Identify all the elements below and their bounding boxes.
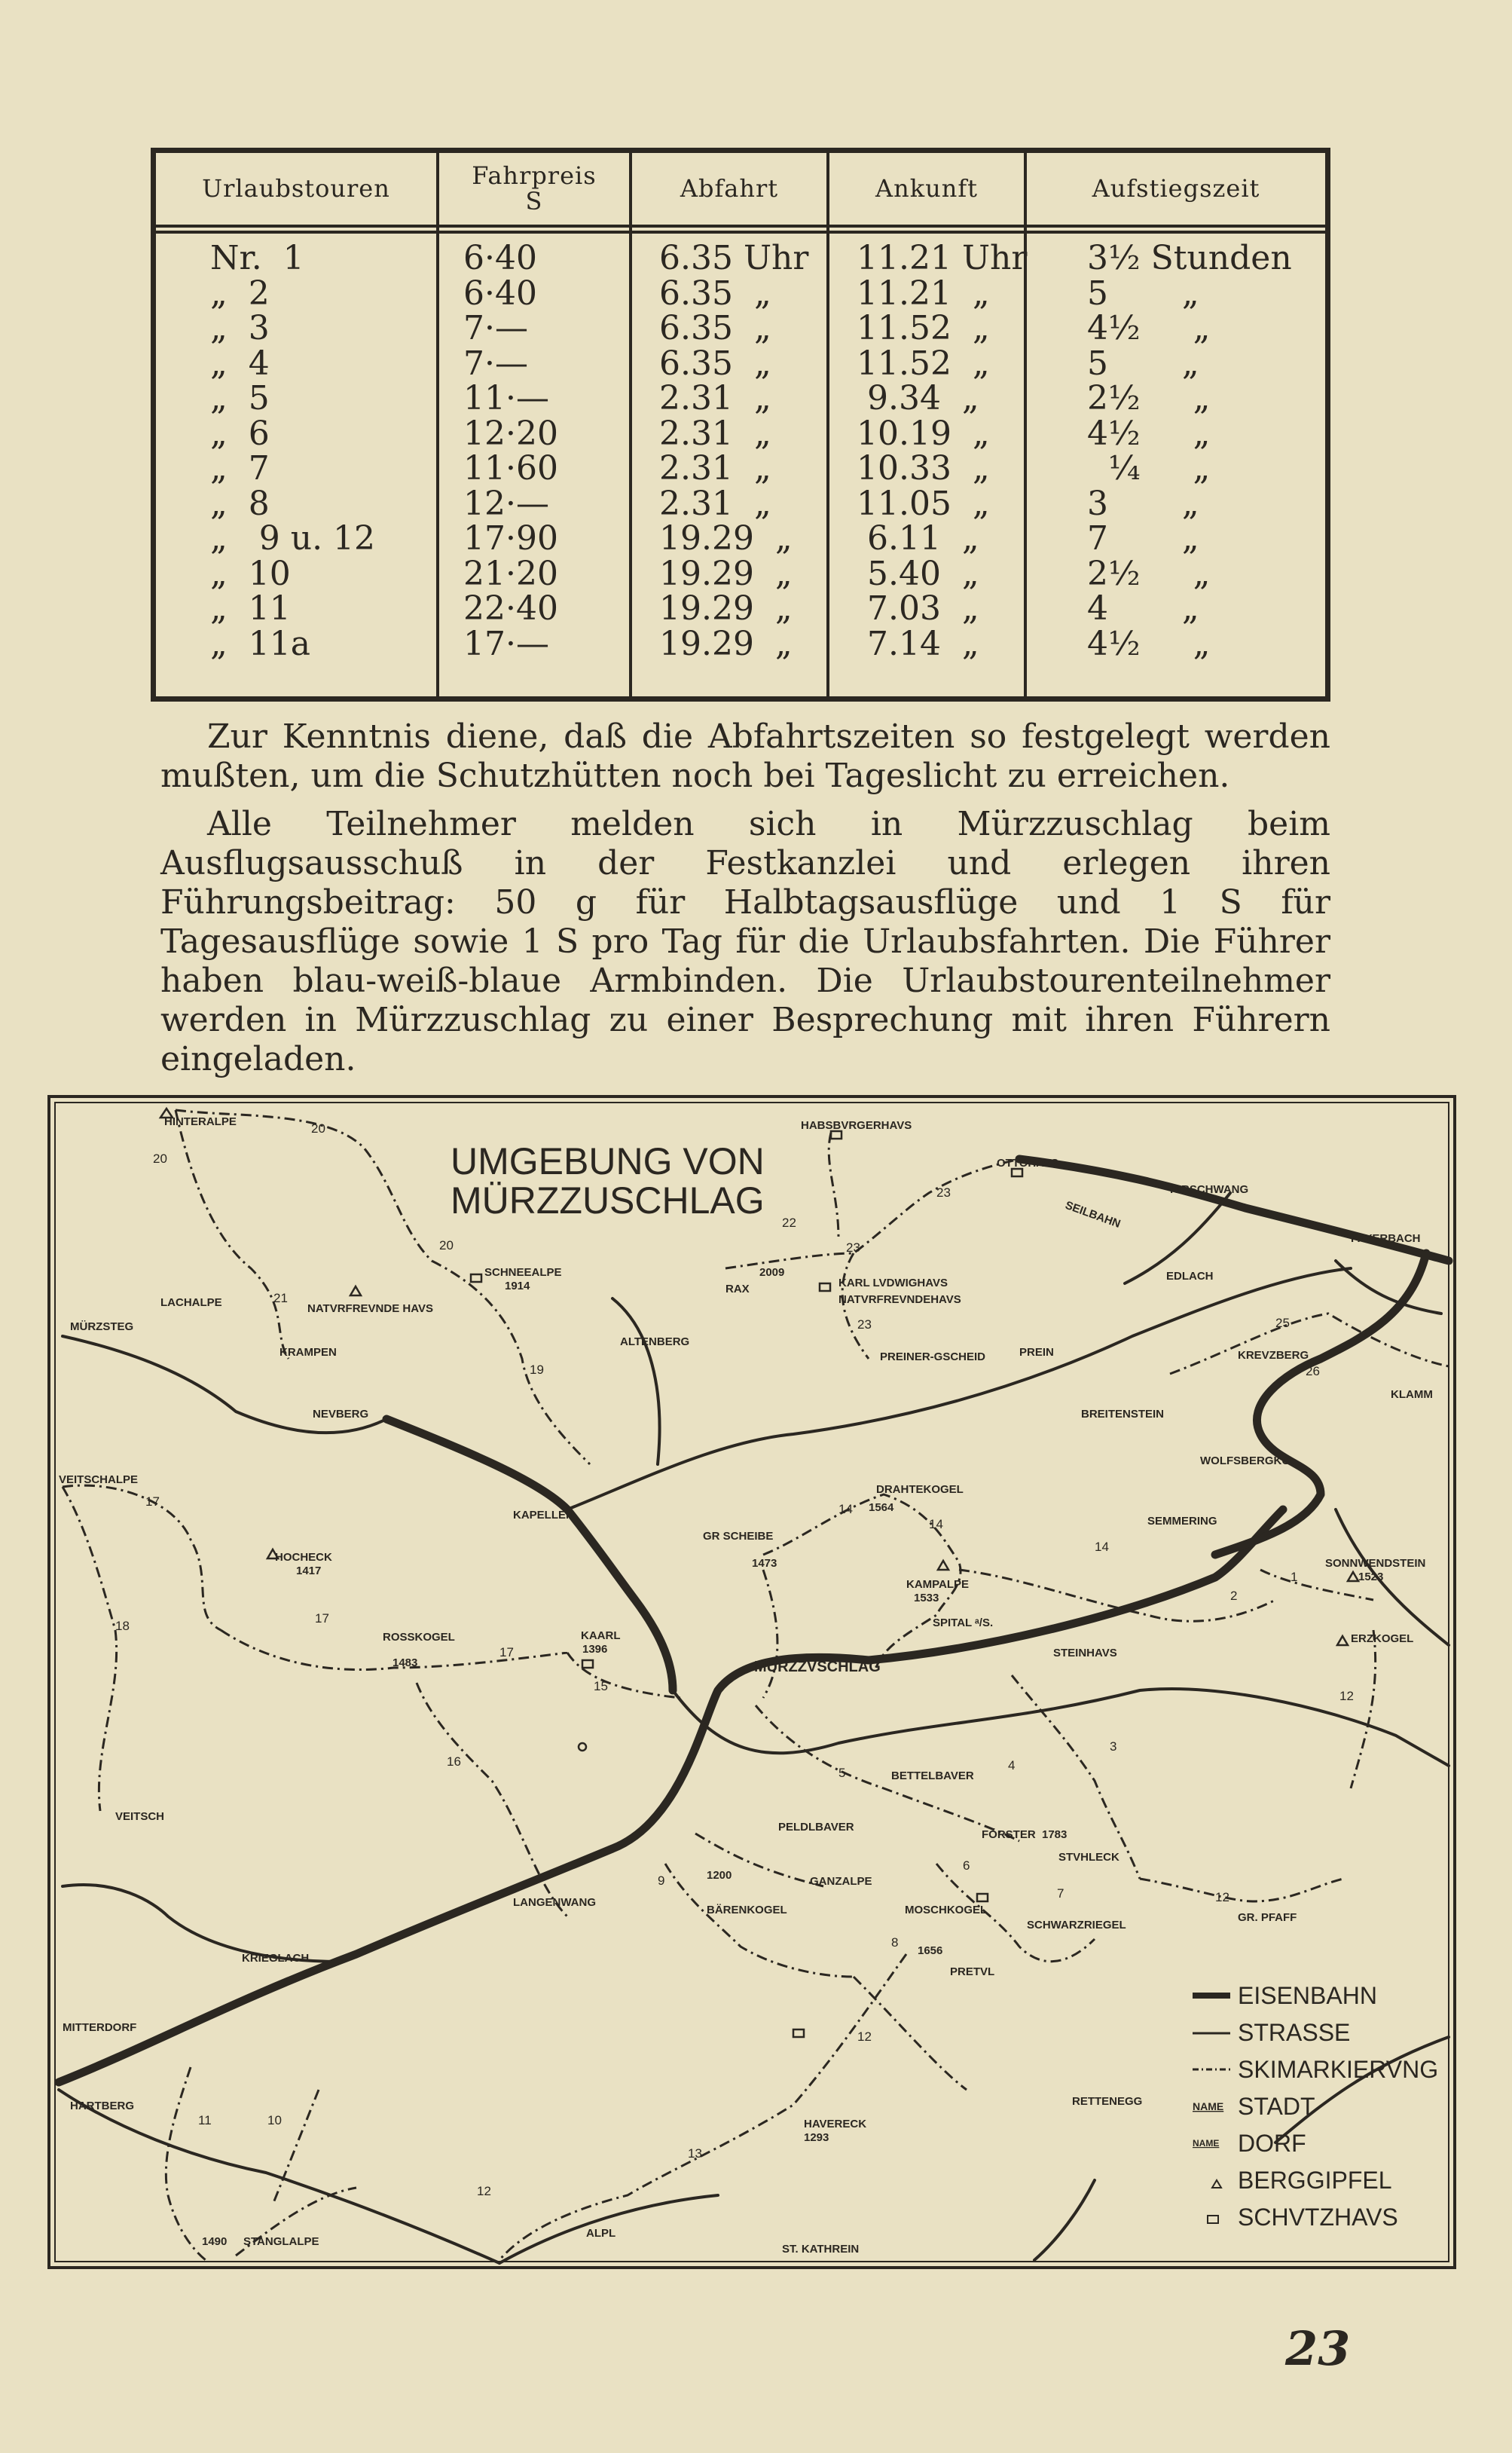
trail-number: 23 xyxy=(936,1185,951,1200)
trail-number: 16 xyxy=(447,1754,461,1769)
trail-number: 6 xyxy=(963,1858,970,1873)
table-cell-asc: 3 „ xyxy=(1087,484,1199,523)
railway-lines xyxy=(59,1159,1449,2082)
table-cell-nr: „ 8 xyxy=(210,484,270,523)
label-naturfreundehaus-rax: NATVRFREVNDEHAVS xyxy=(838,1293,961,1306)
hut-icon xyxy=(1012,1169,1022,1176)
trail-number: 14 xyxy=(838,1502,853,1516)
label-ganzalpe: GANZALPE xyxy=(810,1875,872,1888)
label-steinhaus: STEINHAVS xyxy=(1053,1647,1117,1659)
label-hocheck-height: 1417 xyxy=(296,1564,322,1577)
label-baerenkogel-height: 1200 xyxy=(707,1869,732,1882)
peak-icon xyxy=(938,1561,948,1570)
paragraph-registration: Alle Teilnehmer melden sich in Mürzzuschlag beim Ausflugsausschuß in der Festkanzlei und erlegen ihren Führungsbeitrag: 50 g für Halbtagsausflüge und 1 S für Tagesausflüge sowie 1 S pro Tag für die Urlaubsfahrten. Die Führer haben blau-weiß-blaue Armbinden. Die Urlaubstourenteilnehmer werden in Mürzzuschlag zu einer Besprechung mit ihren Führern eingeladen. xyxy=(160,805,1330,1078)
label-sonnwendstein: SONNWENDSTEIN xyxy=(1325,1557,1426,1570)
legend-hut-icon xyxy=(1208,2216,1218,2223)
table-cell-arr: 10.33 „ xyxy=(857,449,990,488)
trail-number: 14 xyxy=(1095,1540,1109,1554)
column-divider xyxy=(629,153,632,696)
label-pretul: PRETVL xyxy=(950,1965,995,1978)
trail-number: 19 xyxy=(530,1363,544,1377)
label-bettelbauer: BETTELBAVER xyxy=(891,1769,974,1782)
trail-number: 22 xyxy=(782,1216,796,1230)
table-cell-nr: „ 9 u. 12 xyxy=(210,519,376,558)
legend-road: STRASSE xyxy=(1238,2019,1351,2046)
label-alpl: ALPL xyxy=(586,2227,616,2240)
label-schwarzriegel: SCHWARZRIEGEL xyxy=(1027,1919,1126,1932)
table-cell-fare: 6·40 xyxy=(463,274,537,313)
label-moschkogel-height: 1656 xyxy=(918,1944,943,1957)
table-cell-nr: Nr. 1 xyxy=(210,239,304,277)
label-veitschalpe: VEITSCHALPE xyxy=(59,1473,139,1486)
table-cell-arr: 10.19 „ xyxy=(857,414,990,453)
header-fare-line2: S xyxy=(525,186,543,216)
table-cell-asc: ¼ „ xyxy=(1087,449,1211,488)
table-cell-fare: 17·— xyxy=(463,624,549,663)
label-rax-height: 2009 xyxy=(759,1266,785,1279)
table-cell-fare: 7·— xyxy=(463,344,528,383)
trail-number: 10 xyxy=(267,2113,282,2127)
hut-icon xyxy=(820,1283,830,1291)
label-spital: SPITAL ᵃ/S. xyxy=(933,1616,994,1629)
column-divider xyxy=(1024,153,1027,696)
label-st-kathrein: ST. KATHREIN xyxy=(782,2243,860,2256)
label-foerster: FÖRSTER xyxy=(982,1828,1036,1841)
label-seilbahn: SEILBAHN xyxy=(1063,1198,1123,1231)
label-gr-scheibe: GR SCHEIBE xyxy=(703,1530,774,1543)
label-gr-scheibe-height: 1473 xyxy=(752,1557,777,1570)
label-muerzzuschlag: MÜRZZVSCHLAG xyxy=(754,1659,881,1675)
trail-number: 4 xyxy=(1008,1758,1016,1772)
table-cell-nr: „ 11 xyxy=(210,589,291,628)
label-erzkogel: ERZKOGEL xyxy=(1351,1632,1414,1645)
trail-number: 12 xyxy=(1339,1689,1354,1703)
legend-village: DORF xyxy=(1238,2130,1306,2157)
table-cell-asc: 4½ „ xyxy=(1087,414,1211,453)
label-kaarl: KAARL xyxy=(581,1629,621,1642)
label-lachalpe: LACHALPE xyxy=(160,1296,222,1309)
table-cell-nr: „ 5 xyxy=(210,379,270,417)
map-title-line2: MÜRZZUSCHLAG xyxy=(451,1179,765,1222)
label-breitenstein: BREITENSTEIN xyxy=(1081,1408,1165,1421)
label-stuhleck-height: 1783 xyxy=(1042,1828,1068,1841)
header-fare-line1: Fahrpreis xyxy=(472,161,597,190)
trail-number: 11 xyxy=(198,2113,212,2127)
trail-number: 20 xyxy=(153,1152,167,1166)
table-cell-fare: 11·60 xyxy=(463,449,558,488)
table-cell-fare: 12·20 xyxy=(463,414,558,453)
table-cell-nr: „ 11a xyxy=(210,624,310,663)
trail-number: 20 xyxy=(311,1121,325,1136)
label-kreuzberg: KREVZBERG xyxy=(1238,1349,1309,1362)
page-number: 23 xyxy=(1285,2321,1351,2376)
map-border xyxy=(49,1097,1455,2268)
railway-main xyxy=(59,1509,1283,2082)
table-cell-arr: 7.14 „ xyxy=(857,624,979,663)
header-divider xyxy=(156,231,1325,234)
label-karl-ludwighaus: KARL LVDWIGHAVS xyxy=(838,1277,948,1289)
label-stanglalpe-height: 1490 xyxy=(202,2235,228,2248)
ski-trails xyxy=(63,1110,1449,2260)
legend-peak: BERGGIPFEL xyxy=(1238,2167,1392,2194)
table-cell-dep: 2.31 „ xyxy=(659,414,771,453)
legend-hut: SCHVTZHAVS xyxy=(1238,2204,1398,2231)
label-ottohaus: OTTOHAVS xyxy=(997,1157,1058,1170)
trail-number: 8 xyxy=(891,1935,899,1950)
label-kaarl-height: 1396 xyxy=(582,1643,608,1656)
label-mitterdorf: MITTERDORF xyxy=(63,2021,137,2034)
table-cell-asc: 7 „ xyxy=(1087,519,1199,558)
legend-peak-icon xyxy=(1212,2180,1221,2188)
label-klamm: KLAMM xyxy=(1391,1388,1433,1401)
hut-icon xyxy=(793,2029,804,2037)
peak-icon xyxy=(350,1286,361,1295)
peak-icon xyxy=(579,1743,586,1751)
trail-number: 3 xyxy=(1110,1739,1117,1754)
label-rosskogel-height: 1483 xyxy=(393,1656,418,1669)
map-inner-border xyxy=(55,1103,1449,2262)
table-cell-fare: 17·90 xyxy=(463,519,558,558)
trail-number: 20 xyxy=(439,1238,454,1252)
trail-number: 26 xyxy=(1306,1364,1320,1378)
trail-number: 23 xyxy=(857,1317,872,1332)
area-map xyxy=(40,1087,1464,2277)
label-drahtekogel-height: 1564 xyxy=(869,1501,894,1514)
label-schneealpe: SCHNEEALPE xyxy=(484,1266,562,1279)
hut-icon xyxy=(582,1660,593,1668)
trail-number: 12 xyxy=(1215,1890,1229,1904)
label-neuberg: NEVBERG xyxy=(313,1408,369,1421)
trail-number: 18 xyxy=(115,1619,130,1633)
label-hartberg: HARTBERG xyxy=(70,2100,134,2112)
label-hocheck: HOCHECK xyxy=(275,1551,332,1564)
tour-table xyxy=(151,148,1330,702)
column-divider xyxy=(826,153,829,696)
label-altenberg: ALTENBERG xyxy=(620,1335,690,1348)
trail-number: 15 xyxy=(594,1679,608,1693)
hut-icon xyxy=(471,1274,481,1282)
legend-city: STADT xyxy=(1238,2093,1315,2120)
table-cell-nr: „ 6 xyxy=(210,414,270,453)
table-cell-asc: 2½ „ xyxy=(1087,379,1211,417)
trail-number: 21 xyxy=(273,1291,288,1305)
label-hirschwang: HIRSCHWANG xyxy=(1170,1183,1249,1196)
map-legend xyxy=(1193,1982,1438,2231)
table-cell-fare: 7·— xyxy=(463,309,528,347)
header-ascent: Aufstiegszeit xyxy=(1092,173,1260,203)
header-fare xyxy=(439,153,629,225)
label-haverek-height: 1293 xyxy=(804,2131,829,2144)
legend-village-symbol: NAME xyxy=(1193,2138,1220,2149)
table-cell-nr: „ 7 xyxy=(210,449,270,488)
table-cell-arr: 11.52 „ xyxy=(857,344,990,383)
label-prein: PREIN xyxy=(1019,1346,1054,1359)
table-cell-dep: 6.35 „ xyxy=(659,344,771,383)
label-stanglalpe: STANGLALPE xyxy=(243,2235,319,2248)
table-cell-dep: 2.31 „ xyxy=(659,449,771,488)
label-moschkogel: MOSCHKOGEL xyxy=(905,1904,988,1916)
label-kapellen: KAPELLEN xyxy=(513,1509,574,1522)
trail-number: 13 xyxy=(688,2146,702,2161)
trail-number: 1 xyxy=(1291,1570,1298,1584)
table-cell-dep: 2.31 „ xyxy=(659,484,771,523)
paragraph-schedule-note: Zur Kenntnis diene, daß die Abfahrtszeiten so festgelegt werden mußten, um die Schutzhütten noch bei Tageslicht zu erreichen. xyxy=(160,717,1330,795)
table-cell-dep: 19.29 „ xyxy=(659,554,793,593)
trail-number: 25 xyxy=(1275,1316,1290,1330)
table-cell-arr: 11.21 „ xyxy=(857,274,990,313)
table-cell-dep: 6.35 „ xyxy=(659,309,771,347)
label-rosskogel: ROSSKOGEL xyxy=(383,1631,455,1644)
table-cell-dep: 19.29 „ xyxy=(659,519,793,558)
table-cell-asc: 4½ „ xyxy=(1087,624,1211,663)
table-cell-arr: 11.05 „ xyxy=(857,484,990,523)
column-divider xyxy=(436,153,439,696)
label-payerbach: PAYERBACH xyxy=(1351,1232,1421,1245)
label-krieglach: KRIEGLACH xyxy=(242,1952,310,1965)
table-cell-nr: „ 2 xyxy=(210,274,270,313)
table-cell-fare: 6·40 xyxy=(463,239,537,277)
table-cell-arr: 6.11 „ xyxy=(857,519,979,558)
trail-number: 17 xyxy=(145,1494,160,1509)
hut-icon xyxy=(977,1894,988,1901)
table-cell-dep: 6.35 Uhr xyxy=(659,239,809,277)
legend-ski: SKIMARKIERVNG xyxy=(1238,2056,1439,2083)
trail-number: 7 xyxy=(1057,1886,1065,1901)
label-peldlbauer: PELDLBAVER xyxy=(778,1821,854,1834)
label-kampalpe: KAMPALPE xyxy=(906,1578,970,1591)
header-divider xyxy=(156,225,1325,228)
header-departure: Abfahrt xyxy=(680,173,779,203)
table-cell-dep: 19.29 „ xyxy=(659,624,793,663)
label-gr-pfaff: GR. PFAFF xyxy=(1238,1911,1297,1924)
trail-number: 12 xyxy=(477,2184,491,2198)
table-cell-dep: 19.29 „ xyxy=(659,589,793,628)
trail-number: 14 xyxy=(929,1517,943,1531)
label-stuhleck: STVHLECK xyxy=(1058,1851,1119,1864)
map-title-line1: UMGEBUNG VON xyxy=(451,1140,765,1182)
table-cell-nr: „ 3 xyxy=(210,309,270,347)
label-baerenkogel: BÄRENKOGEL xyxy=(707,1904,787,1916)
label-haverek: HAVERECK xyxy=(804,2118,867,2130)
label-langenwang: LANGENWANG xyxy=(513,1896,596,1909)
table-cell-asc: 2½ „ xyxy=(1087,554,1211,593)
trail-number: 9 xyxy=(658,1873,665,1888)
table-cell-arr: 5.40 „ xyxy=(857,554,979,593)
label-kampalpe-height: 1533 xyxy=(914,1592,939,1604)
label-sonnwendstein-height: 1523 xyxy=(1358,1571,1384,1583)
label-schneealpe-height: 1914 xyxy=(505,1280,530,1292)
label-muerzsteg: MÜRZSTEG xyxy=(70,1320,134,1333)
table-cell-arr: 7.03 „ xyxy=(857,589,979,628)
railway-mountain xyxy=(1215,1253,1426,1555)
header-tours: Urlaubstouren xyxy=(202,173,390,203)
table-cell-dep: 6.35 „ xyxy=(659,274,771,313)
table-cell-dep: 2.31 „ xyxy=(659,379,771,417)
table-cell-fare: 12·— xyxy=(463,484,549,523)
header-arrival: Ankunft xyxy=(875,173,979,203)
trail-number: 17 xyxy=(499,1645,514,1659)
table-cell-nr: „ 4 xyxy=(210,344,270,383)
label-hinteralpe: HINTERALPE xyxy=(164,1115,237,1128)
trail-number: 2 xyxy=(1230,1589,1238,1603)
label-drahtekogel: DRAHTEKOGEL xyxy=(876,1483,964,1496)
trail-number: 5 xyxy=(838,1766,846,1780)
trail-number: 17 xyxy=(315,1611,329,1626)
label-rettenegg: RETTENEGG xyxy=(1072,2095,1143,2108)
table-cell-arr: 11.21 Uhr xyxy=(857,239,1028,277)
trail-number: 12 xyxy=(857,2029,872,2044)
trail-number: 23 xyxy=(846,1240,860,1255)
label-naturfreundehaus: NATVRFREVNDE HAVS xyxy=(307,1302,433,1315)
table-cell-fare: 21·20 xyxy=(463,554,558,593)
label-veitsch: VEITSCH xyxy=(115,1810,165,1823)
table-cell-asc: 5 „ xyxy=(1087,274,1199,313)
legend-city-symbol: NAME xyxy=(1193,2100,1224,2112)
table-cell-fare: 11·— xyxy=(463,379,549,417)
table-cell-nr: „ 10 xyxy=(210,554,291,593)
table-cell-asc: 3½ Stunden xyxy=(1087,239,1292,277)
railway-neuberg xyxy=(386,1419,673,1690)
peak-icon xyxy=(1348,1572,1358,1581)
label-krampen: KRAMPEN xyxy=(279,1346,337,1359)
table-cell-asc: 4 „ xyxy=(1087,589,1199,628)
label-semmering: SEMMERING xyxy=(1147,1515,1217,1528)
table-cell-fare: 22·40 xyxy=(463,589,558,628)
legend-railway: EISENBAHN xyxy=(1238,1982,1377,2009)
table-cell-arr: 9.34 „ xyxy=(857,379,979,417)
table-cell-arr: 11.52 „ xyxy=(857,309,990,347)
label-preinergscheid: PREINER-GSCHEID xyxy=(880,1350,986,1363)
table-cell-asc: 4½ „ xyxy=(1087,309,1211,347)
peak-icon xyxy=(1337,1636,1348,1645)
label-habsburgerhaus: HABSBVRGERHAVS xyxy=(801,1119,912,1132)
table-cell-asc: 5 „ xyxy=(1087,344,1199,383)
hut-icon xyxy=(831,1131,842,1139)
label-rax: RAX xyxy=(725,1283,750,1295)
label-wolfsbergkg: WOLFSBERGKG. xyxy=(1200,1454,1294,1467)
label-edlach: EDLACH xyxy=(1166,1270,1214,1283)
